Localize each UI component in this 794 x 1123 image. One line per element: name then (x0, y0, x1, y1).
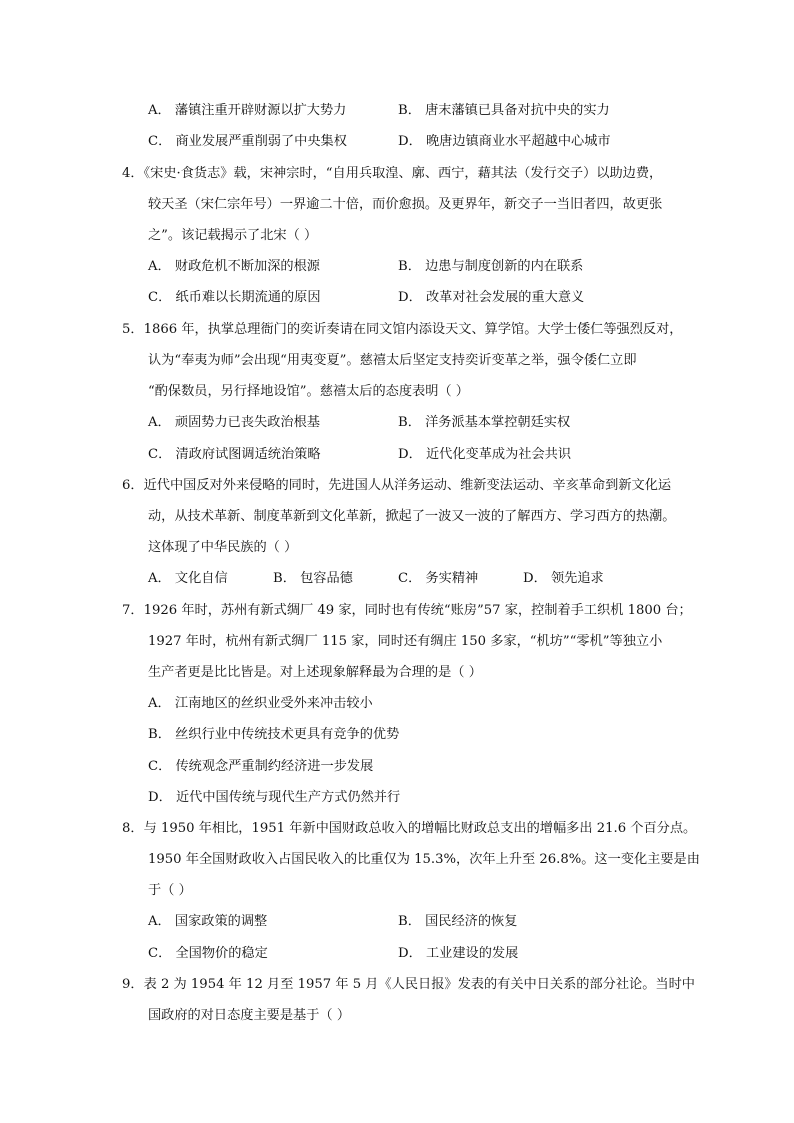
q4-option-c[interactable]: C． 纸币难以长期流通的原因 (148, 290, 321, 305)
q8-option-b[interactable]: B． 国民经济的恢复 (398, 914, 518, 929)
q6-stem-line-1: 6．近代中国反对外来侵略的同时，先进国人从洋务运动、维新变法运动、辛亥革命到新文化运 (122, 478, 672, 493)
q4-option-a[interactable]: A． 财政危机不断加深的根源 (148, 259, 320, 274)
q9-stem-line-1: 9．表 2 为 1954 年 12 月至 1957 年 5 月《人民日报》发表的有关中日关系的部分社论。当时中 (122, 977, 695, 992)
q5-stem-line-2: 认为“奉夷为师”会出现“用夷变夏”。慈禧太后坚定支持奕䜣变革之举，强令倭仁立即 (148, 353, 637, 368)
q4-option-b[interactable]: B． 边患与制度创新的内在联系 (398, 259, 584, 274)
q7-option-c[interactable]: C． 传统观念严重制约经济进一步发展 (148, 759, 374, 774)
q3-option-d[interactable]: D． 晚唐边镇商业水平超越中心城市 (398, 134, 611, 149)
q7-stem-line-1: 7．1926 年时，苏州有新式绸厂 49 家，同时也有传统“账房”57 家，控制着手工织机 1800 台； (122, 603, 692, 618)
q7-option-d[interactable]: D． 近代中国传统与现代生产方式仍然并行 (148, 790, 401, 805)
q8-option-c[interactable]: C． 全国物价的稳定 (148, 946, 268, 961)
q7-option-b[interactable]: B． 丝织行业中传统技术更具有竞争的优势 (148, 727, 400, 742)
q3-option-a[interactable]: A． 藩镇注重开辟财源以扩大势力 (148, 103, 347, 118)
q7-stem-line-3: 生产者更是比比皆是。对上述现象解释最为合理的是（ ） (148, 665, 482, 680)
q8-option-d[interactable]: D． 工业建设的发展 (398, 946, 519, 961)
q9-stem-line-2: 国政府的对日态度主要是基于（ ） (148, 1008, 351, 1023)
q5-option-a[interactable]: A． 顽固势力已丧失政治根基 (148, 415, 320, 430)
q6-option-c[interactable]: C． 务实精神 (398, 571, 479, 586)
q7-stem-line-2: 1927 年时，杭州有新式绸厂 115 家，同时还有绸庄 150 多家，“机坊”“零机”等独立小 (148, 634, 663, 649)
q5-option-d[interactable]: D． 近代化变革成为社会共识 (398, 447, 572, 462)
q6-option-d[interactable]: D． 领先追求 (523, 571, 604, 586)
q5-option-c[interactable]: C． 清政府试图调适统治策略 (148, 447, 321, 462)
q8-stem-line-3: 于（ ） (148, 883, 192, 898)
q5-stem-line-3: “酌保数员，另行择地设馆”。慈禧太后的态度表明（ ） (148, 384, 469, 399)
q4-option-d[interactable]: D． 改革对社会发展的重大意义 (398, 290, 585, 305)
q6-option-a[interactable]: A． 文化自信 (148, 571, 228, 586)
q6-stem-line-2: 动，从技术革新、制度革新到文化革新，掀起了一波又一波的了解西方、学习西方的热潮。 (148, 509, 676, 524)
q3-option-b[interactable]: B． 唐末藩镇已具备对抗中央的实力 (398, 103, 610, 118)
q4-stem-line-3: 之”。该记载揭示了北宋（ ） (148, 228, 318, 243)
q4-stem-line-2: 较天圣（宋仁宗年号）一界逾二十倍，而价愈损。及更界年，新交子一当旧者四，故更张 (148, 197, 663, 212)
q6-stem-line-3: 这体现了中华民族的（ ） (148, 540, 298, 555)
q8-stem-line-2: 1950 年全国财政收入占国民收入的比重仅为 15.3%，次年上升至 26.8%。这一变化主要是由 (148, 852, 700, 867)
q3-option-c[interactable]: C． 商业发展严重削弱了中央集权 (148, 134, 347, 149)
q8-stem-line-1: 8．与 1950 年相比，1951 年新中国财政总收入的增幅比财政总支出的增幅多出 21.6 个百分点。 (122, 821, 697, 836)
q5-option-b[interactable]: B． 洋务派基本掌控朝廷实权 (398, 415, 571, 430)
q8-option-a[interactable]: A． 国家政策的调整 (148, 914, 268, 929)
q6-option-b[interactable]: B． 包容品德 (273, 571, 353, 586)
q7-option-a[interactable]: A． 江南地区的丝织业受外来冲击较小 (148, 696, 373, 711)
q5-stem-line-1: 5．1866 年，执掌总理衙门的奕䜣奏请在同文馆内添设天文、算学馆。大学士倭仁等强烈反对， (122, 322, 683, 337)
q4-stem-line-1: 4．《宋史·食货志》载，宋神宗时，“自用兵取湟、廓、西宁，藉其法（发行交子）以助边费， (122, 166, 663, 181)
